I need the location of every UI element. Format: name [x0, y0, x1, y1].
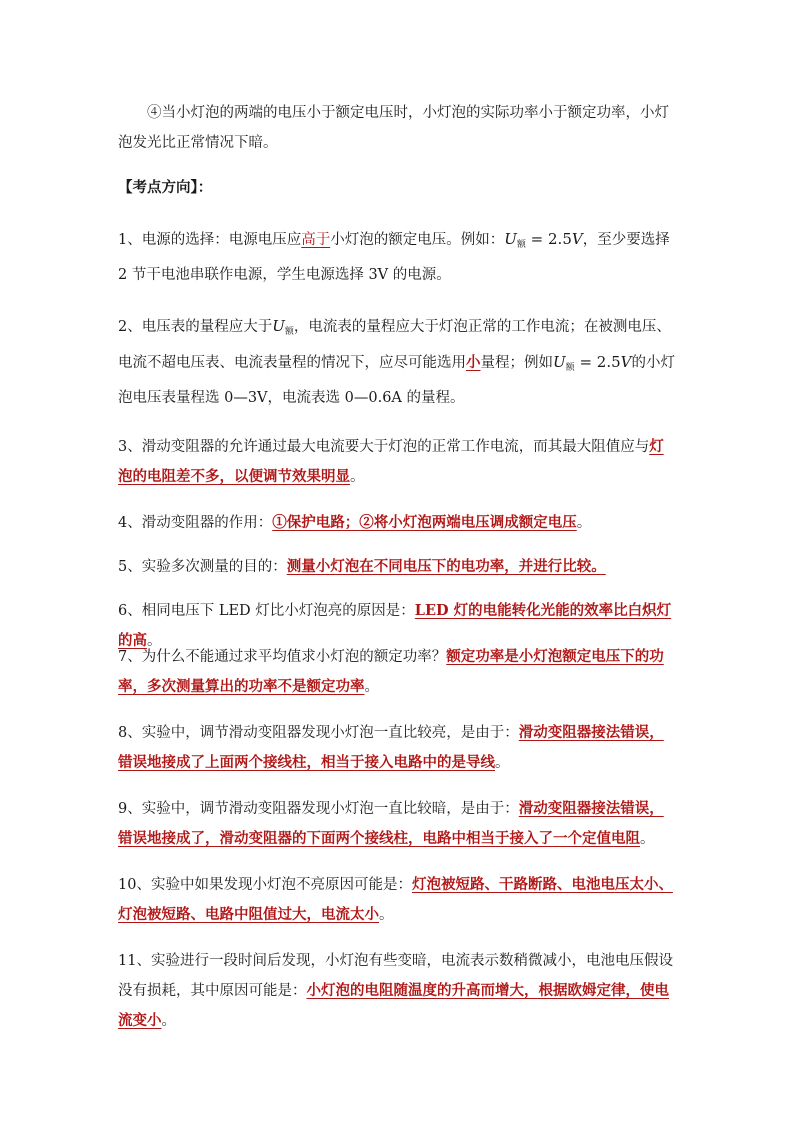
point-4-paragraph: ④当小灯泡的两端的电压小于额定电压时，小灯泡的实际功率小于额定功率，小灯泡发光比正常情况下暗。 — [118, 105, 669, 151]
section-heading: 【考点方向】： — [118, 179, 213, 196]
highlight-answer: ①保护电路；②将小灯泡两端电压调成额定电压 — [272, 514, 577, 531]
highlight-answer: 测量小灯泡在不同电压下的电功率，并进行比较。 — [286, 558, 606, 575]
highlight-answer: 滑动变阻器接法错误，错误地接成了上面两个接线柱，相当于接入电路中的是导线 — [118, 724, 664, 771]
item-1: 1、电源的选择：电源电压应高于小灯泡的额定电压。例如：$U_额 = 2.5V$，至少要选择 2 节干电池串联作电源，学生电源选择 3V 的电源。 — [118, 230, 670, 283]
highlight-answer: 灯泡被短路、干路断路、电池电压太小、灯泡被短路、电路中阻值过大，电流太小 — [118, 876, 673, 923]
item-10: 10、实验中如果发现小灯泡不亮原因可能是：灯泡被短路、干路断路、电池电压太小、灯泡被短路、电路中阻值过大，电流太小。 — [118, 876, 673, 923]
highlight-answer: 额定功率是小灯泡额定电压下的功率，多次测量算出的功率不是额定功率 — [118, 648, 664, 695]
item-3: 3、滑动变阻器的允许通过最大电流要大于灯泡的正常工作电流，而其最大阻值应与灯泡的电阻差不多，以便调节效果明显。 — [118, 438, 664, 485]
highlight-answer: 小灯泡的电阻随温度的升高而增大，根据欧姆定律，使电流变小 — [118, 982, 669, 1029]
highlight-answer: 滑动变阻器接法错误，错误地接成了，滑动变阻器的下面两个接线柱，电路中相当于接入了一个定值电阻 — [118, 800, 664, 847]
item-11: 11、实验进行一段时间后发现，小灯泡有些变暗，电流表示数稍微减小，电池电压假设没有损耗，其中原因可能是：小灯泡的电阻随温度的升高而增大，根据欧姆定律，使电流变小。 — [118, 953, 673, 1029]
item-4: 4、滑动变阻器的作用：①保护电路；②将小灯泡两端电压调成额定电压。 — [118, 514, 592, 531]
formula-u-rated: $U_额 = 2.5V$ — [504, 230, 583, 250]
highlight-answer: 高于 — [301, 232, 331, 248]
formula-u-rated: $U_额 = 2.5V$ — [553, 353, 632, 373]
item-8: 8、实验中，调节滑动变阻器发现小灯泡一直比较亮，是由于：滑动变阻器接法错误，错误地接成了上面两个接线柱，相当于接入电路中的是导线。 — [118, 724, 664, 771]
item-2: 2、电压表的量程应大于$U_额$，电流表的量程应大于灯泡正常的工作电流；在被测电压、电流不超电压表、电流表量程的情况下，应尽可能选用小量程；例如$U_额 = 2.5V$的小灯泡电压表量程选 0—3V，电流表选 0—0.6A 的量程。 — [118, 317, 675, 406]
highlight-answer: 灯泡的电阻差不多，以便调节效果明显 — [118, 438, 664, 485]
highlight-answer: 小 — [466, 354, 481, 371]
formula-u-rated-symbol: $U_额$ — [272, 317, 294, 337]
highlight-answer: LED 灯的电能转化光能的效率比白炽灯的高 — [118, 602, 672, 649]
item-6: 6、相同电压下 LED 灯比小灯泡亮的原因是：LED 灯的电能转化光能的效率比白炽灯的高。 — [118, 602, 672, 649]
item-9: 9、实验中，调节滑动变阻器发现小灯泡一直比较暗，是由于：滑动变阻器接法错误，错误地接成了，滑动变阻器的下面两个接线柱，电路中相当于接入了一个定值电阻。 — [118, 800, 664, 847]
item-7: 7、为什么不能通过求平均值求小灯泡的额定功率？额定功率是小灯泡额定电压下的功率，多次测量算出的功率不是额定功率。 — [118, 648, 664, 695]
item-5: 5、实验多次测量的目的：测量小灯泡在不同电压下的电功率，并进行比较。 — [118, 558, 606, 575]
